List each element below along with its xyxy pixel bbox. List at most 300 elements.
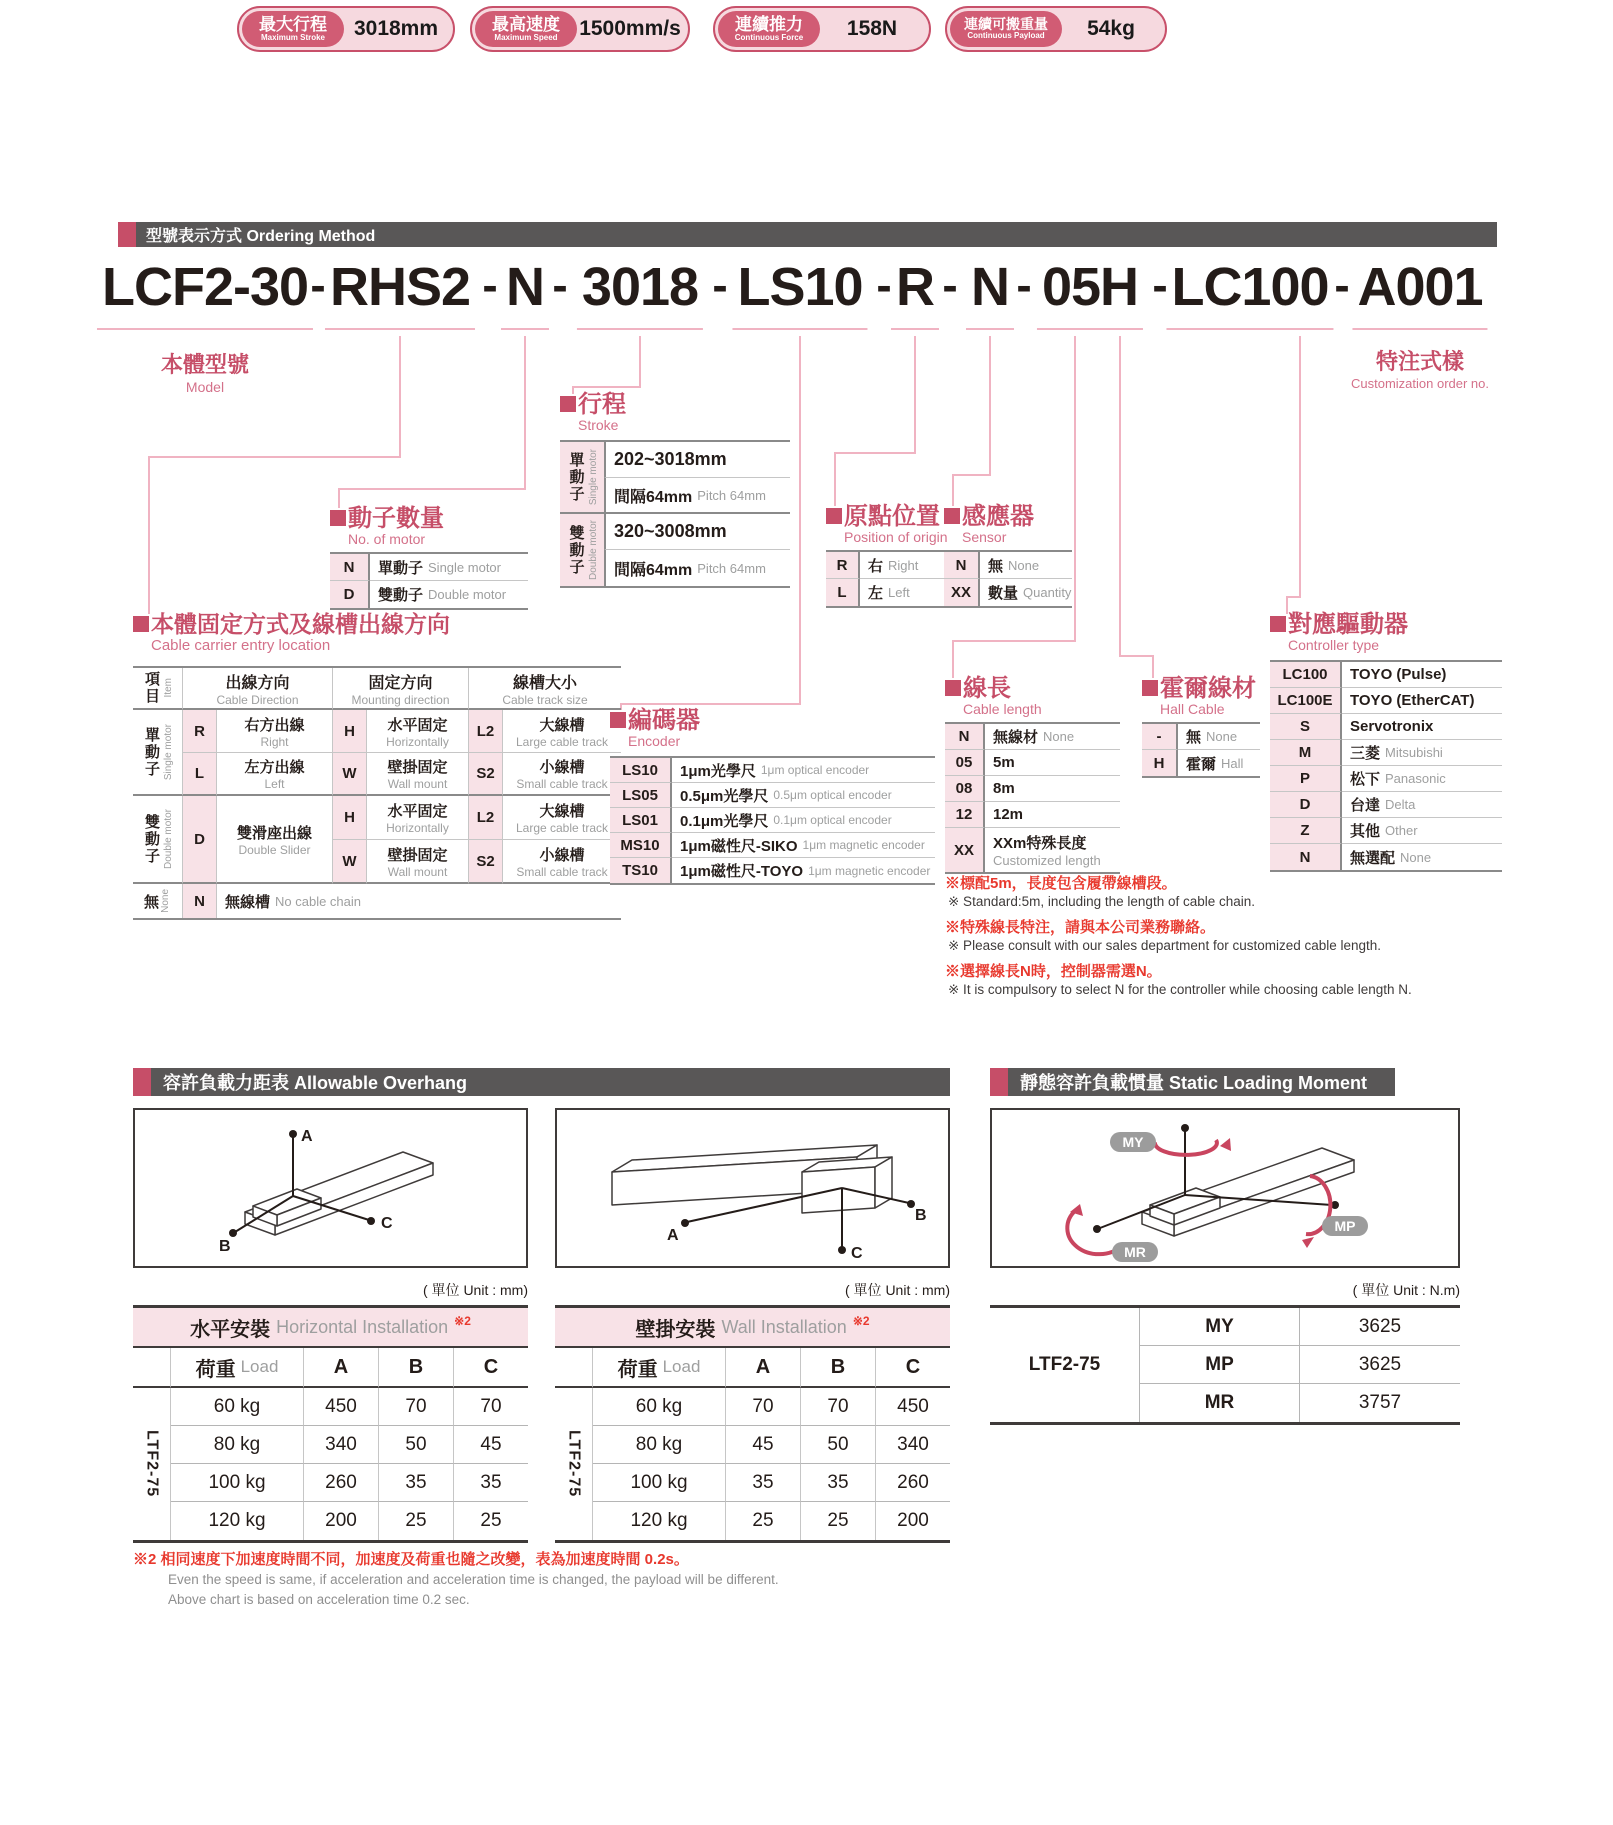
model-name: LTF2-75 [143,1430,161,1498]
moment-label-mr: MR [1124,1244,1146,1260]
encoder-desc [672,833,935,858]
axis-label-c: C [381,1215,393,1232]
cable-note-en: ※ Standard:5m, including the length of cable chain. [948,894,1256,909]
encoder-desc-zh: 1μm磁性尺-TOYO [680,863,804,880]
entry-header-mounting [333,668,469,710]
sensor-title-en: Sensor [962,529,1007,546]
entry-header-item [133,668,183,710]
value-cell: 50 [379,1426,454,1464]
entry-desc-en: No cable chain [275,893,362,909]
cable-code: 12 [945,802,985,828]
controller-desc-zh: 三菱 [1350,745,1381,762]
connector-line [834,452,916,454]
model-segment-controller: LC100 [1166,256,1333,330]
entry-desc-horiz [367,796,469,840]
value-cell: 35 [801,1464,876,1502]
cable-code: 05 [945,750,985,776]
stroke-title [560,392,626,434]
model-segment-origin: R [891,256,939,330]
cable-code: N [945,724,985,750]
model-row-label [555,1388,593,1540]
axis-label-c: C [851,1245,863,1262]
motor-desc [370,554,528,581]
entry-code-r: R [183,710,217,753]
value-cell: 25 [379,1502,454,1540]
stroke-single-label [560,442,604,514]
value-cell: 340 [304,1426,379,1464]
controller-desc-zh: Servotronix [1350,718,1434,735]
entry-desc-en: Right [260,734,289,749]
value-cell: 70 [726,1388,801,1426]
hall-desc-en: None [1206,729,1238,744]
entry-header-track [469,668,621,710]
model-segment-entry: RHS2 [325,256,475,330]
motor-code: D [330,581,370,608]
stroke-title-zh: 行程 [578,391,626,418]
stroke-pitch-zh: 間隔64mm [614,488,693,506]
controller-desc [1342,792,1502,818]
entry-double-zh: 雙動子 [143,813,160,865]
connector-line [914,336,916,452]
entry-desc-en: Wall mount [387,777,448,791]
encoder-title [610,708,700,750]
horizontal-installation-table [133,1305,528,1543]
overhang-footnote-en1: Even the speed is same, if acceleration and acceleration time is changed, the payload will be different. [168,1572,779,1587]
badge-title-en: Maximum Stroke [260,32,326,42]
value-cell: 450 [304,1388,379,1426]
sensor-desc [980,552,1072,579]
controller-table [1270,660,1502,872]
entry-desc-en: Wall mount [387,864,448,879]
encoder-desc-zh: 0.1μm光學尺 [680,812,769,830]
encoder-desc-en: 1μm optical encoder [760,763,870,777]
entry-code-d: D [183,796,217,884]
connector-line [572,386,641,388]
section-header-allowable-overhang: 容許負載力距表 Allowable Overhang [151,1068,950,1096]
note-ref: ※2 [852,1314,870,1328]
value-cell: 200 [304,1502,379,1540]
moment-model-cell: LTF2-75 [990,1308,1140,1422]
title-square-icon [826,508,842,524]
motor-title-zh: 動子數量 [348,505,444,532]
col-header-b: B [379,1348,454,1388]
connector-line [524,336,526,488]
entry-desc-large [503,710,621,753]
cable-desc-zh: 5m [993,754,1015,771]
cable-note-en: ※ It is compulsory to select N for the controller while choosing cable length N. [948,982,1412,997]
motor-desc-en: Double motor [428,587,507,602]
section-accent-square [118,222,136,247]
cable-code: XX [945,828,985,872]
entry-desc-right [217,710,333,753]
cable-title [945,676,1042,718]
sensor-desc-zh: 數量 [988,585,1019,602]
entry-desc-en: Left [264,777,285,791]
entry-none-zh: 無 [143,893,159,911]
cable-desc-en: Customized length [993,853,1101,868]
controller-desc-zh: TOYO (Pulse) [1350,666,1447,683]
entry-code-h: H [333,796,367,840]
hall-code: - [1142,724,1178,750]
stroke-table [560,440,790,588]
load-cell: 120 kg [171,1502,304,1540]
overhang-diagram-wall [555,1108,950,1268]
cable-desc-zh: 無線材 [993,729,1039,746]
entry-desc-left [217,753,333,796]
value-cell: 35 [726,1464,801,1502]
value-cell: 45 [726,1426,801,1464]
controller-code: Z [1270,818,1342,844]
origin-desc-zh: 右 [868,557,884,575]
controller-desc-en: Delta [1385,797,1416,812]
model-segment-stroke: 3018 [577,256,703,330]
static-moment-table [990,1305,1460,1425]
moment-row-label: MR [1140,1384,1300,1422]
model-hyphen: - [942,259,958,311]
controller-title [1270,612,1408,654]
custom-label-en: Customization order no. [1350,376,1490,391]
connector-line [1074,336,1076,640]
wall-title-en: Wall Installation [721,1316,847,1337]
controller-desc [1342,766,1502,792]
model-hyphen: - [1016,259,1032,311]
entry-double-en: Double motor [163,808,174,870]
connector-line [1152,655,1154,678]
entry-header-direction-zh: 出線方向 [225,674,290,692]
motor-title [330,506,444,548]
value-cell: 25 [726,1502,801,1540]
wall-actuator-drawing [557,1110,948,1266]
entry-desc-en: Horizontally [386,821,449,835]
title-square-icon [560,396,576,412]
connector-line [834,452,836,506]
connector-line [639,336,641,386]
hall-desc [1178,750,1260,776]
spec-badge-speed [470,6,690,52]
load-cell: 80 kg [171,1426,304,1464]
spec-badge-force [713,6,931,52]
entry-code-l2: L2 [469,796,503,840]
load-header [593,1348,726,1388]
load-header-en: Load [662,1357,701,1376]
entry-desc-zh: 水平固定 [387,803,448,820]
unit-caption-mm: ( 單位 Unit : mm) [845,1282,950,1298]
model-segment-custom: A001 [1352,256,1487,330]
horizontal-actuator-drawing [135,1110,526,1266]
cable-desc-zh: 12m [993,806,1024,823]
badge-title-zh: 連續推力 [735,14,803,34]
wall-table-title [555,1308,950,1348]
controller-desc [1342,740,1502,766]
badge-value: 158N [846,17,898,40]
stroke-double-label [560,514,604,586]
origin-desc [860,552,948,579]
origin-table [826,550,948,608]
cable-note-en: ※ Please consult with our sales department for customized cable length. [948,938,1382,953]
model-segment-encoder: LS10 [732,256,867,330]
controller-code: LC100 [1270,662,1342,688]
stroke-pitch-en: Pitch 64mm [697,487,766,503]
motor-desc-zh: 單動子 [378,559,424,577]
section-header-static-loading-moment: 靜態容許負載慣量 Static Loading Moment [1008,1068,1395,1096]
connector-line [148,456,401,458]
sensor-desc [980,579,1072,606]
cable-title-zh: 線長 [963,675,1011,702]
entry-desc-zh: 壁掛固定 [387,759,448,776]
entry-desc-en: Double Slider [238,842,311,857]
encoder-desc [672,808,935,833]
entry-desc-zh: 雙滑座出線 [236,824,312,842]
controller-desc [1342,662,1502,688]
cable-desc [985,724,1120,750]
cable-note-zh: ※特殊線長特注，請與本公司業務聯絡。 [945,919,1216,936]
horizontal-title-en: Horizontal Installation [276,1316,449,1337]
motor-desc [370,581,528,608]
sensor-desc-en: Quantity [1023,585,1072,600]
entry-single-zh: 單動子 [143,726,160,778]
entry-code-h: H [333,710,367,753]
encoder-desc [672,758,935,783]
entry-desc-en: Small cable track [516,777,608,791]
controller-desc-en: Other [1385,823,1418,838]
entry-desc-zh: 大線槽 [539,716,585,734]
entry-header-track-zh: 線槽大小 [512,674,577,692]
cable-desc [985,828,1120,872]
entry-code-l2: L2 [469,710,503,753]
model-hyphen: - [310,259,326,311]
origin-desc [860,579,948,606]
value-cell: 260 [876,1464,950,1502]
cable-table [945,722,1120,874]
value-cell: 340 [876,1426,950,1464]
entry-desc-horiz [367,710,469,753]
custom-label-zh: 特注式樣 [1375,349,1465,374]
badge-value: 54kg [1087,17,1135,40]
connector-line [148,456,150,614]
entry-code-s2: S2 [469,753,503,796]
controller-code: LC100E [1270,688,1342,714]
entry-desc-en: Small cable track [516,864,608,879]
controller-title-en: Controller type [1288,637,1380,654]
cable-desc-zh: XXm特殊長度 [993,835,1087,852]
entry-desc-zh: 壁掛固定 [387,846,448,864]
entry-code-n: N [183,884,217,918]
model-row-label [133,1388,171,1540]
stroke-single-zh: 單動子 [567,451,585,503]
hall-title-zh: 霍爾線材 [1160,675,1256,702]
hall-table [1142,722,1260,778]
spec-badge-stroke [237,6,455,52]
model-name: LTF2-75 [565,1430,583,1498]
sensor-desc-zh: 無 [988,557,1004,575]
controller-desc-en: Mitsubishi [1385,745,1443,760]
connector-line [338,488,340,508]
moment-label-my: MY [1122,1134,1144,1150]
origin-desc-en: Left [888,585,910,600]
connector-line [799,336,801,703]
controller-code: N [1270,844,1342,870]
cable-note-zh: ※標配5m，長度包含履帶線槽段。 [945,875,1177,892]
value-cell: 70 [801,1388,876,1426]
encoder-desc-en: 0.1μm optical encoder [773,813,892,827]
section-accent-square [990,1068,1008,1096]
entry-desc-wall [367,753,469,796]
load-cell: 120 kg [593,1502,726,1540]
spec-badge-payload-pill [950,11,1062,47]
encoder-desc-en: 0.5μm optical encoder [773,788,892,802]
title-square-icon [610,712,626,728]
moment-row-label: MP [1140,1346,1300,1384]
entry-single-en: Single motor [163,723,174,781]
title-square-icon [944,508,960,524]
encoder-table [610,756,935,885]
axis-label-b: B [219,1238,231,1255]
title-square-icon [133,616,149,632]
unit-caption-mm: ( 單位 Unit : mm) [423,1282,528,1298]
hall-title-en: Hall Cable [1160,701,1225,718]
entry-code-w: W [333,753,367,796]
badge-value: 1500mm/s [579,17,681,40]
encoder-desc [672,783,935,808]
moment-row-value: 3757 [1358,1392,1402,1413]
model-hyphen: - [1152,259,1168,311]
value-cell: 35 [379,1464,454,1502]
encoder-desc-en: 1μm magnetic encoder [808,863,931,878]
encoder-desc-zh: 1μm磁性尺-SIKO [680,837,798,855]
load-header-zh: 荷重 [195,1358,236,1381]
value-cell: 260 [304,1464,379,1502]
controller-desc-zh: 台達 [1350,797,1381,814]
model-segment-cable: 05H [1037,256,1143,330]
title-square-icon [945,680,961,696]
entry-code-w: W [333,840,367,884]
connector-line [952,640,1076,642]
entry-desc-wall [367,840,469,884]
encoder-code: LS05 [610,783,672,808]
controller-desc-zh: 其他 [1350,823,1381,840]
load-header-zh: 荷重 [617,1358,658,1381]
entry-table [133,666,621,920]
sensor-table [944,550,1072,608]
col-header-b: B [801,1348,876,1388]
motor-desc-zh: 雙動子 [378,587,424,604]
connector-line [952,474,954,506]
title-square-icon [1270,616,1286,632]
horizontal-title-zh: 水平安裝 [190,1318,271,1341]
entry-code-l: L [183,753,217,796]
entry-header-track-en: Cable track size [502,692,588,707]
sensor-code: XX [944,579,980,606]
connector-line [1299,336,1301,596]
value-cell: 25 [480,1510,502,1531]
model-label-zh: 本體型號 [160,352,250,377]
entry-desc-zh: 無線槽 [225,893,271,911]
model-hyphen: - [552,259,568,311]
hall-desc-zh: 無 [1186,729,1202,746]
stroke-single-range [604,442,790,478]
moment-diagram [990,1108,1460,1268]
encoder-code: LS10 [610,758,672,783]
hall-desc-en: Hall [1221,755,1244,771]
model-hyphen: - [482,259,498,311]
stroke-double-zh: 雙動子 [567,524,585,576]
controller-desc [1342,688,1502,714]
controller-desc [1342,844,1502,870]
encoder-desc-zh: 1μm光學尺 [680,762,756,780]
badge-title-en: Continuous Force [734,32,804,42]
entry-header-mounting-zh: 固定方向 [368,674,433,692]
col-header-c: C [876,1348,950,1388]
section-accent-square [133,1068,151,1096]
stroke-range-value: 320~3008mm [614,521,727,541]
moment-row-value: 3625 [1300,1346,1460,1384]
origin-title-en: Position of origin [844,529,948,546]
value-cell: 200 [897,1510,929,1531]
axis-label-a: A [301,1128,313,1145]
motor-table [330,552,528,610]
entry-title-zh: 本體固定方式及線槽出線方向 [151,611,450,637]
entry-header-direction-en: Cable Direction [216,692,299,707]
entry-desc-en: Large cable track [515,734,609,749]
badge-title-zh: 最高速度 [492,14,560,34]
controller-desc [1342,714,1502,740]
moment-row-value: 3625 [1300,1308,1460,1346]
origin-desc-en: Right [888,557,919,573]
controller-code: M [1270,740,1342,766]
entry-title-en: Cable carrier entry location [151,637,331,654]
model-hyphen: - [712,259,728,311]
value-cell: 70 [454,1388,528,1426]
connector-line [620,703,801,705]
sensor-desc-en: None [1008,557,1040,573]
stroke-double-pitch [604,550,790,586]
stroke-single-pitch [604,478,790,514]
value-cell: 25 [801,1502,876,1540]
note-ref: ※2 [454,1314,471,1328]
entry-title [133,612,450,655]
sensor-code: N [944,552,980,579]
wall-installation-table [555,1305,950,1543]
entry-none-label [133,884,183,918]
hall-code: H [1142,750,1178,776]
entry-desc-small [503,840,621,884]
value-cell: 45 [454,1426,528,1464]
model-label-en: Model [185,379,225,395]
entry-header-direction [183,668,333,710]
entry-desc-zh: 小線槽 [539,759,585,776]
cable-note-zh: ※選擇線長N時，控制器需選N。 [945,963,1162,980]
connector-line [952,640,954,678]
overhang-diagram-horizontal [133,1108,528,1268]
hall-title [1142,676,1256,718]
load-header-en: Load [240,1357,279,1376]
origin-title [826,504,948,546]
col-header-a: A [304,1348,379,1388]
connector-line [338,488,526,490]
model-segment-body: LCF2-30 [97,256,313,330]
moment-actuator-drawing [992,1110,1458,1266]
moment-label-mp: MP [1334,1218,1356,1234]
stroke-pitch-zh: 間隔64mm [614,561,693,579]
entry-code-s2: S2 [469,840,503,884]
stroke-double-en: Double motor [587,519,599,581]
entry-desc-zh: 右方出線 [244,716,305,734]
load-cell: 100 kg [593,1464,726,1502]
cable-desc [985,802,1120,828]
entry-desc-zh: 左方出線 [244,759,305,776]
controller-title-zh: 對應驅動器 [1288,611,1408,638]
value-cell: 50 [801,1426,876,1464]
